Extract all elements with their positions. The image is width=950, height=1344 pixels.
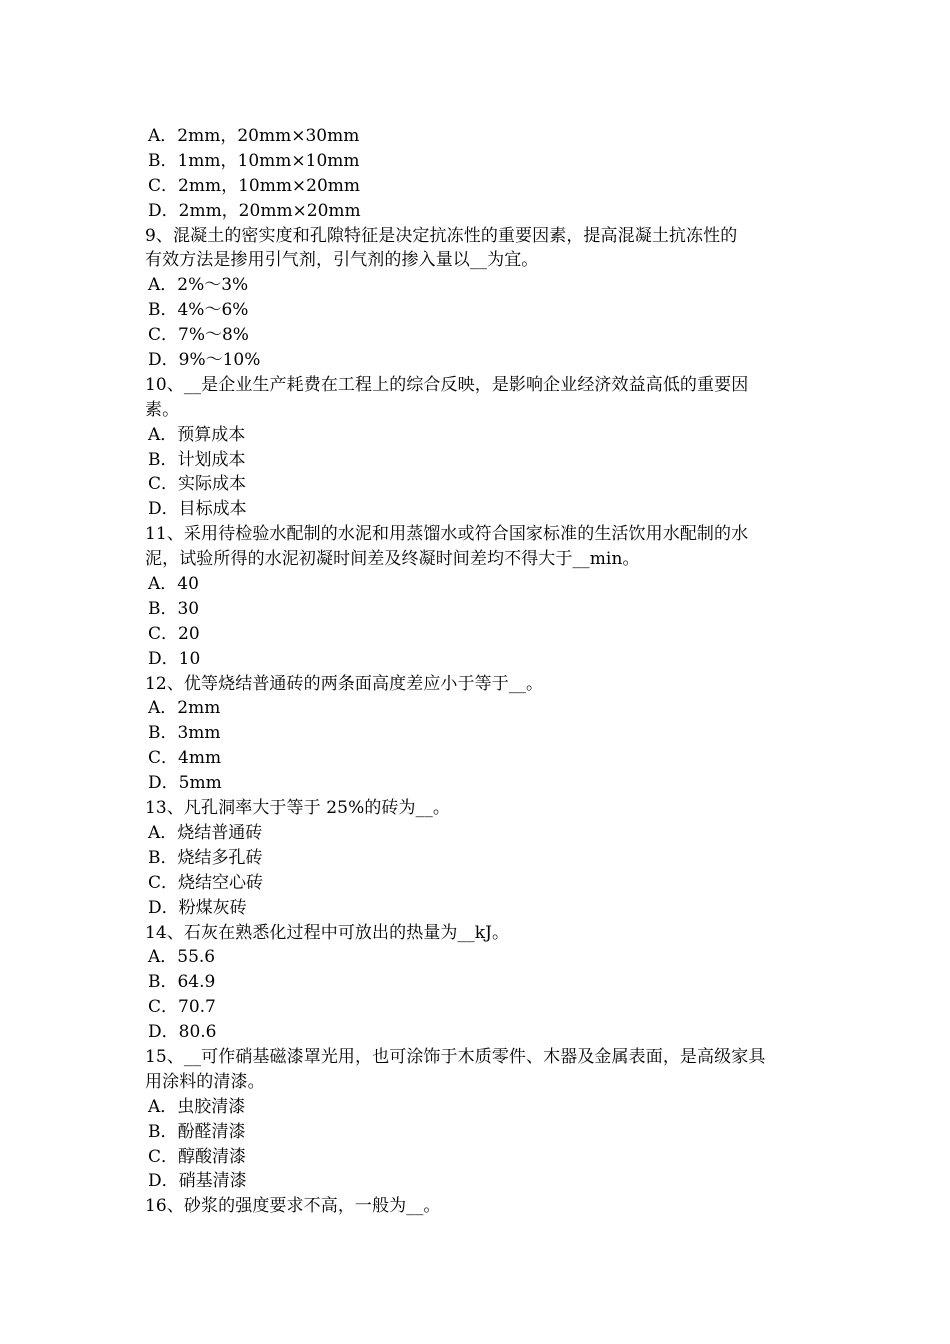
answer-option: A．40 — [148, 574, 199, 595]
answer-option: D．硝基清漆 — [148, 1171, 247, 1192]
answer-option: A．虫胶清漆 — [148, 1096, 246, 1117]
answer-option: C．实际成本 — [148, 474, 247, 495]
question-list — [145, 124, 815, 1219]
answer-option: B．64.9 — [148, 972, 216, 993]
answer-option: B．烧结多孔砖 — [148, 847, 263, 868]
answer-option: D．10 — [148, 648, 201, 669]
answer-option: B．4%～6% — [148, 300, 249, 321]
question-stem-continued: 有效方法是掺用引气剂，引气剂的掺入量以__为宜。 — [145, 250, 539, 271]
answer-option: D．目标成本 — [148, 499, 247, 520]
question-stem: 14、石灰在熟悉化过程中可放出的热量为__kJ。 — [145, 922, 510, 943]
answer-option: A．烧结普通砖 — [148, 822, 263, 843]
question-stem: 12、优等烧结普通砖的两条面高度差应小于等于__。 — [145, 673, 544, 694]
answer-option: D．5mm — [148, 773, 222, 794]
answer-option: A．预算成本 — [148, 424, 246, 445]
answer-option: C．20 — [148, 623, 200, 644]
answer-option: B．1mm，10mm×10mm — [148, 150, 360, 171]
question-stem: 9、混凝土的密实度和孔隙特征是决定抗冻性的重要因素，提高混凝土抗冻性的 — [145, 225, 738, 246]
answer-option: D．2mm，20mm×20mm — [148, 200, 361, 221]
answer-option: C．7%～8% — [148, 325, 249, 346]
answer-option: D．粉煤灰砖 — [148, 897, 247, 918]
question-stem-continued: 素。 — [145, 399, 180, 420]
question-stem: 15、__可作硝基磁漆罩光用，也可涂饰于木质零件、木器及金属表面，是高级家具 — [145, 1046, 766, 1067]
answer-option: A．2mm — [148, 698, 221, 719]
answer-option: D．80.6 — [148, 1022, 217, 1043]
question-stem-continued: 泥，试验所得的水泥初凝时间差及终凝时间差均不得大于__min。 — [145, 549, 640, 570]
answer-option: B．酚醛清漆 — [148, 1121, 246, 1142]
answer-option: A．2mm，20mm×30mm — [148, 126, 360, 146]
answer-option: B．计划成本 — [148, 449, 246, 470]
answer-option: B．3mm — [148, 723, 221, 744]
question-stem-continued: 用涂料的清漆。 — [145, 1071, 265, 1092]
answer-option: C．醇酸清漆 — [148, 1146, 247, 1167]
answer-option: B．30 — [148, 598, 200, 619]
answer-option: C．烧结空心砖 — [148, 872, 264, 893]
question-stem: 11、采用待检验水配制的水泥和用蒸馏水或符合国家标准的生活饮用水配制的水 — [145, 524, 749, 545]
answer-option: C．4mm — [148, 748, 222, 769]
answer-option: A．55.6 — [148, 947, 216, 968]
answer-option: C．70.7 — [148, 997, 216, 1018]
question-stem: 10、__是企业生产耗费在工程上的综合反映，是影响企业经济效益高低的重要因 — [145, 374, 749, 395]
answer-option: C．2mm，10mm×20mm — [148, 175, 361, 196]
answer-option: D．9%～10% — [148, 350, 261, 371]
question-stem: 16、砂浆的强度要求不高，一般为__。 — [145, 1196, 441, 1217]
question-stem: 13、凡孔洞率大于等于 25%的砖为__。 — [145, 798, 450, 819]
answer-option: A．2%～3% — [148, 275, 249, 296]
